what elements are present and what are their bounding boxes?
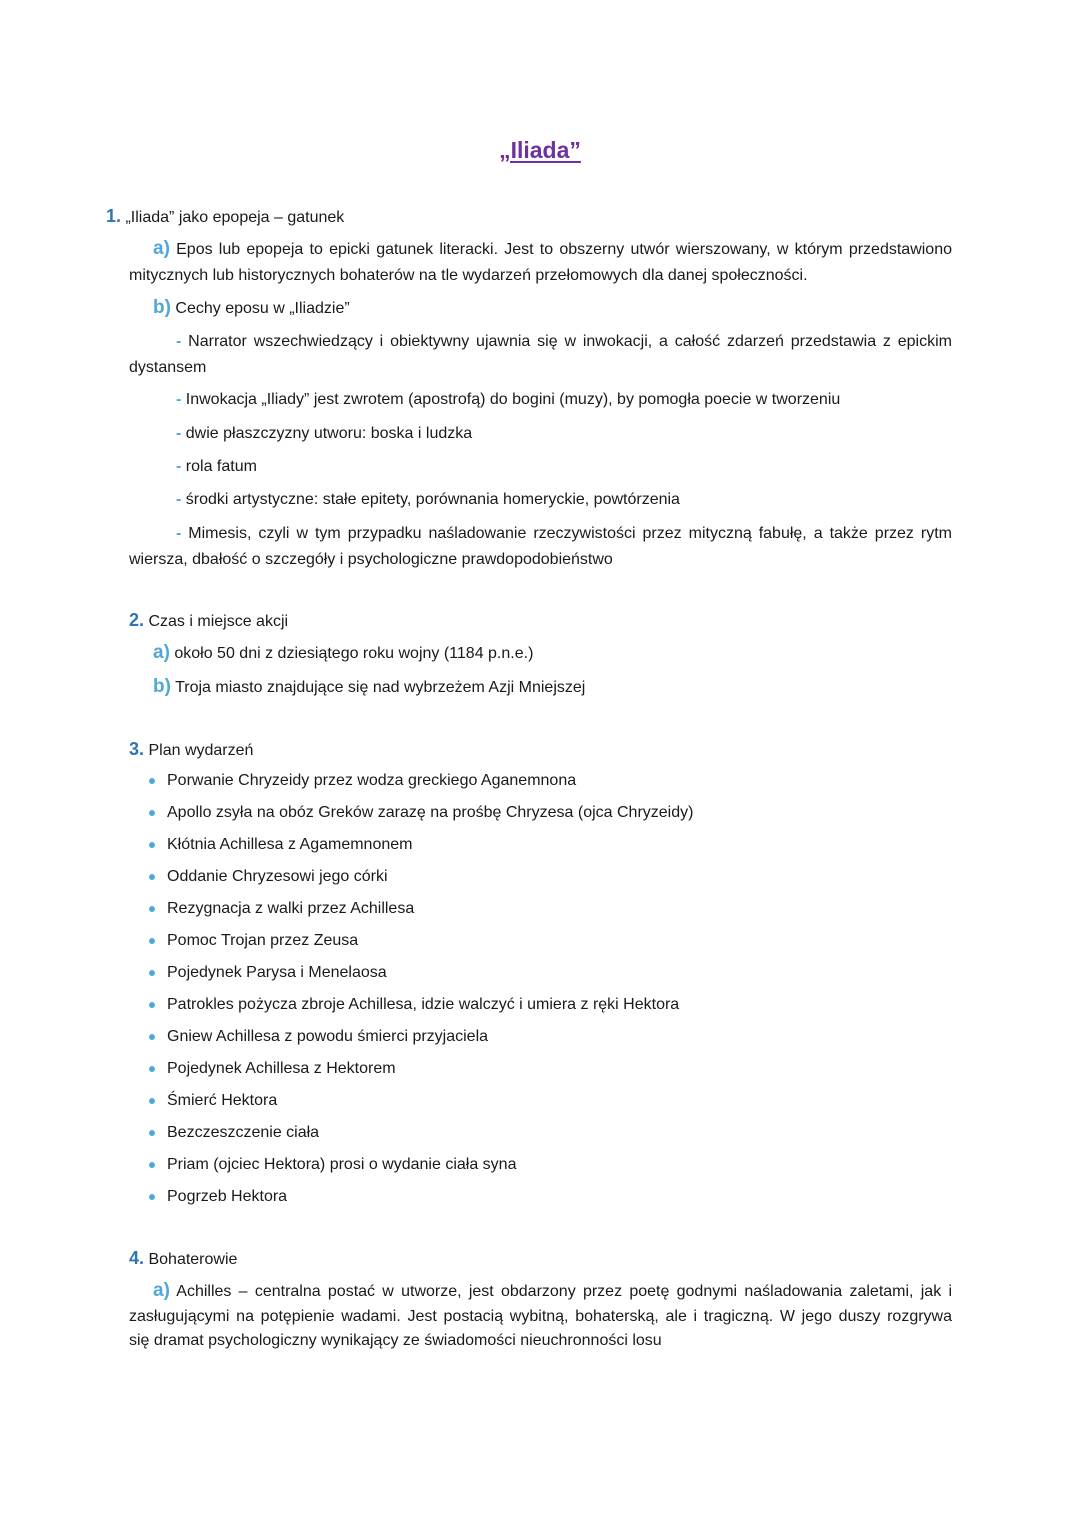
event-item: Pojedynek Parysa i Menelaosa	[167, 964, 387, 981]
dash-marker: -	[176, 333, 182, 350]
feature-item-5	[176, 487, 680, 513]
event-item: Rezygnacja z walki przez Achillesa	[167, 900, 415, 917]
event-item: Pogrzeb Hektora	[167, 1188, 288, 1205]
point-marker: b)	[153, 297, 171, 318]
dash-marker: -	[176, 391, 182, 408]
feature-text: środki artystyczne: stałe epitety, porównania homeryckie, powtórzenia	[185, 491, 680, 508]
event-item: Apollo zsyła na obóz Greków zarazę na prośbę Chryzesa (ojca Chryzeidy)	[167, 804, 694, 821]
section-4a-line-1	[153, 1278, 952, 1305]
bullet-icon	[149, 1130, 155, 1136]
section-1b-heading	[153, 295, 350, 322]
feature-text: Narrator wszechwiedzący i obiektywny ujawnia się w inwokacji, a całość zdarzeń przedstawia z epickim	[188, 333, 952, 350]
event-item: Kłótnia Achillesa z Agamemnonem	[167, 836, 413, 853]
section-number: 3.	[129, 739, 145, 759]
section-1-heading	[106, 203, 344, 231]
feature-item-4	[176, 454, 257, 480]
section-2a	[153, 640, 533, 667]
section-4a-line-2: zasługującymi na potępienie wadami. Jest postacią wybitną, bohaterską, ale i tragiczną. W jego duszy rozgrywa	[129, 1308, 952, 1325]
bullet-icon	[149, 1002, 155, 1008]
bullet-icon	[149, 842, 155, 848]
page-title	[0, 137, 1080, 164]
feature-text: dwie płaszczyzny utworu: boska i ludzka	[185, 425, 473, 442]
event-item: Bezczeszczenie ciała	[167, 1124, 320, 1141]
section-number: 4.	[129, 1248, 145, 1268]
bullet-icon	[149, 1034, 155, 1040]
feature-text: rola fatum	[185, 458, 257, 475]
event-item: Pomoc Trojan przez Zeusa	[167, 932, 359, 949]
section-2-heading	[129, 607, 288, 635]
event-item: Oddanie Chryzesowi jego córki	[167, 868, 388, 885]
section-title: Bohaterowie	[148, 1251, 238, 1268]
dash-marker: -	[176, 425, 182, 442]
dash-marker: -	[176, 458, 182, 475]
bullet-icon	[149, 938, 155, 944]
section-2b	[153, 674, 585, 701]
subsection-title: Cechy eposu w „Iliadzie”	[175, 300, 350, 317]
bullet-icon	[149, 874, 155, 880]
bullet-icon	[149, 1162, 155, 1168]
event-item: Priam (ojciec Hektora) prosi o wydanie ciała syna	[167, 1156, 517, 1173]
title-text: „Iliada”	[499, 137, 581, 163]
bullet-icon	[149, 906, 155, 912]
bullet-icon	[149, 1098, 155, 1104]
point-marker: a)	[153, 238, 170, 259]
section-number: 1.	[106, 206, 122, 226]
section-title: „Iliada” jako epopeja – gatunek	[125, 209, 345, 226]
section-title: Czas i miejsce akcji	[148, 613, 289, 630]
section-4a-line-3: się dramat psychologiczny wynikający ze świadomości nieuchronności losu	[129, 1332, 662, 1349]
feature-item-2	[176, 387, 840, 413]
event-item: Pojedynek Achillesa z Hektorem	[167, 1060, 396, 1077]
paragraph-text: Epos lub epopeja to epicki gatunek literacki. Jest to obszerny utwór wierszowany, w którym przedstawiono	[176, 241, 953, 258]
point-marker: a)	[153, 642, 170, 663]
section-4-heading	[129, 1245, 237, 1273]
bullet-icon	[149, 970, 155, 976]
feature-item-6-line-2: wiersza, dbałość o szczegóły i psychologiczne prawdopodobieństwo	[129, 551, 613, 568]
feature-item-1-line-1	[176, 329, 952, 355]
event-item: Śmierć Hektora	[167, 1092, 278, 1109]
section-number: 2.	[129, 610, 145, 630]
bullet-icon	[149, 778, 155, 784]
feature-item-1-line-2: dystansem	[129, 359, 207, 376]
point-text: Troja miasto znajdujące się nad wybrzeżem Azji Mniejszej	[175, 679, 586, 696]
feature-text: Inwokacja „Iliady” jest zwrotem (apostrofą) do bogini (muzy), by pomogła poecie w tworzeniu	[185, 391, 841, 408]
feature-text: Mimesis, czyli w tym przypadku naśladowanie rzeczywistości przez mityczną fabułę, a także przez rytm	[188, 525, 952, 542]
bullet-icon	[149, 810, 155, 816]
event-item: Patrokles pożycza zbroje Achillesa, idzie walczyć i umiera z ręki Hektora	[167, 996, 680, 1013]
point-marker: b)	[153, 676, 171, 697]
feature-item-3	[176, 421, 472, 447]
paragraph-text: Achilles – centralna postać w utworze, jest obdarzony przez poetę godnymi naśladowania zaletami, jak i	[176, 1283, 953, 1300]
section-title: Plan wydarzeń	[148, 742, 254, 759]
dash-marker: -	[176, 491, 182, 508]
dash-marker: -	[176, 525, 182, 542]
bullet-icon	[149, 1066, 155, 1072]
feature-item-6-line-1	[176, 521, 952, 547]
section-1a-line-1	[153, 236, 952, 263]
point-marker: a)	[153, 1280, 170, 1301]
event-item: Porwanie Chryzeidy przez wodza greckiego Aganemnona	[167, 772, 577, 789]
point-text: około 50 dni z dziesiątego roku wojny (1184 p.n.e.)	[174, 645, 534, 662]
event-item: Gniew Achillesa z powodu śmierci przyjaciela	[167, 1028, 489, 1045]
section-3-heading	[129, 736, 253, 764]
section-1a-line-2: mitycznych lub historycznych bohaterów na tle wydarzeń przełomowych dla danej społeczności.	[129, 267, 808, 284]
bullet-icon	[149, 1194, 155, 1200]
